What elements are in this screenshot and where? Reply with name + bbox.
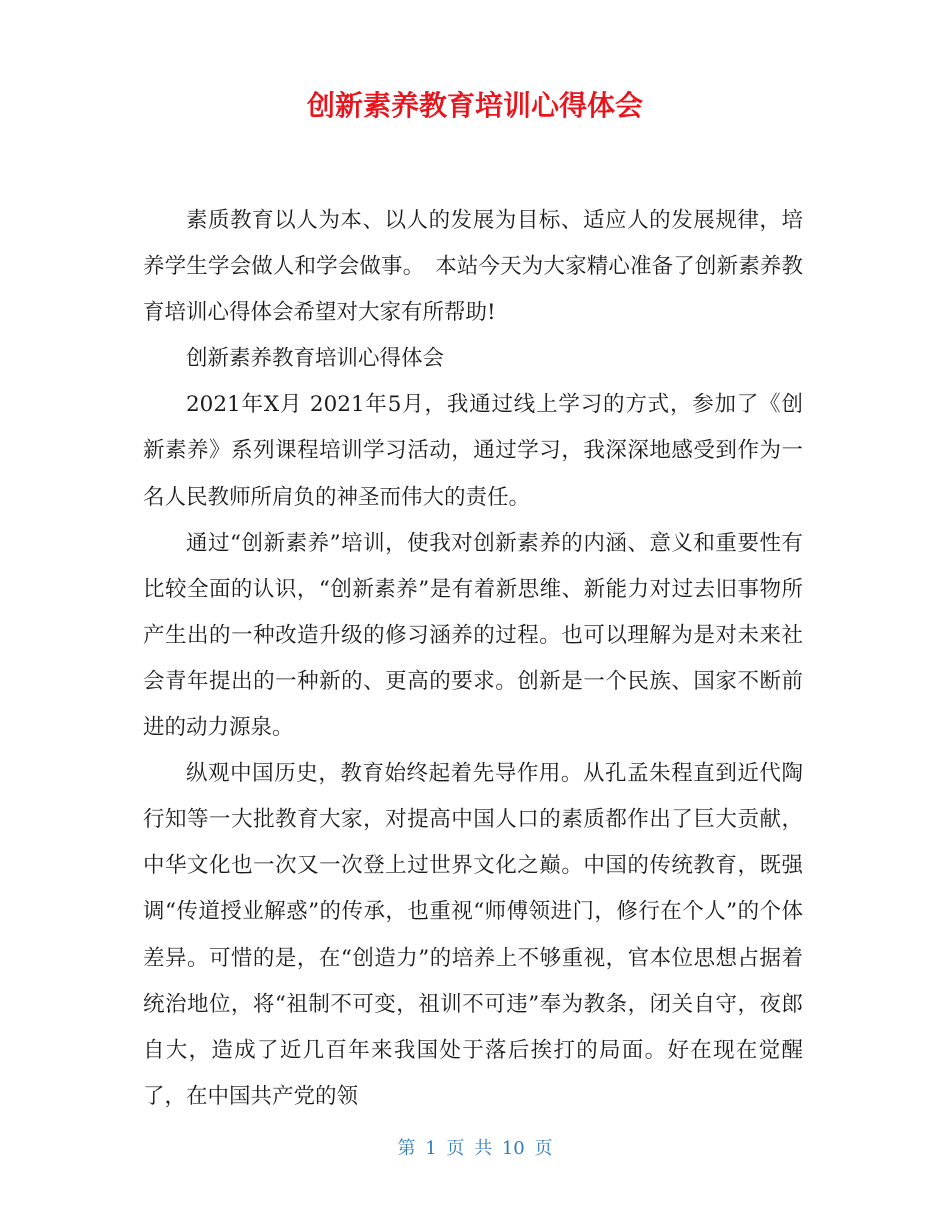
document-body (143, 198, 803, 1120)
paragraph-history: 纵观中国历史，教育始终起着先导作用。从孔孟朱程直到近代陶行知等一大批教育大家，对提高中国人口的素质都作出了巨大贡献，中华文化也一次又一次登上过世界文化之巅。中国的传统教育，既强调“传道授业解惑”的传承，也重视“师傅领进门，修行在个人”的个体差异。可惜的是，在“创造力”的培养上不够重视，官本位思想占据着统治地位，将“祖制不可变，祖训不可违”奉为教条，闭关自守，夜郎自大，造成了近几百年来我国处于落后挨打的局面。好在现在觉醒了，在中国共产党的领 (143, 761, 803, 1109)
document-title: 创新素养教育培训心得体会 (306, 89, 643, 122)
paragraph-subtitle: 创新素养教育培训心得体会 (186, 346, 445, 372)
paragraph-innovation: 通过“创新素养”培训，使我对创新素养的内涵、意义和重要性有比较全面的认识，“创新素养”是有着新思维、新能力对过去旧事物所产生出的一种改造升级的修习涵养的过程。也可以理解为是对未来社会青年提出的一种新的、更高的要求。创新是一个民族、国家不断前进的动力源泉。 (143, 530, 803, 741)
paragraph-training: 2021年X月 2021年5月，我通过线上学习的方式，参加了《创新素养》系列课程培训学习活动，通过学习，我深深地感受到作为一名人民教师所肩负的神圣而伟大的责任。 (143, 392, 803, 510)
page-number-footer: 第 1 页 共 10 页 (397, 1138, 553, 1159)
paragraph-intro: 素质教育以人为本、以人的发展为目标、适应人的发展规律，培养学生学会做人和学会做事。 本站今天为大家精心准备了创新素养教育培训心得体会希望对大家有所帮助! (143, 208, 803, 326)
